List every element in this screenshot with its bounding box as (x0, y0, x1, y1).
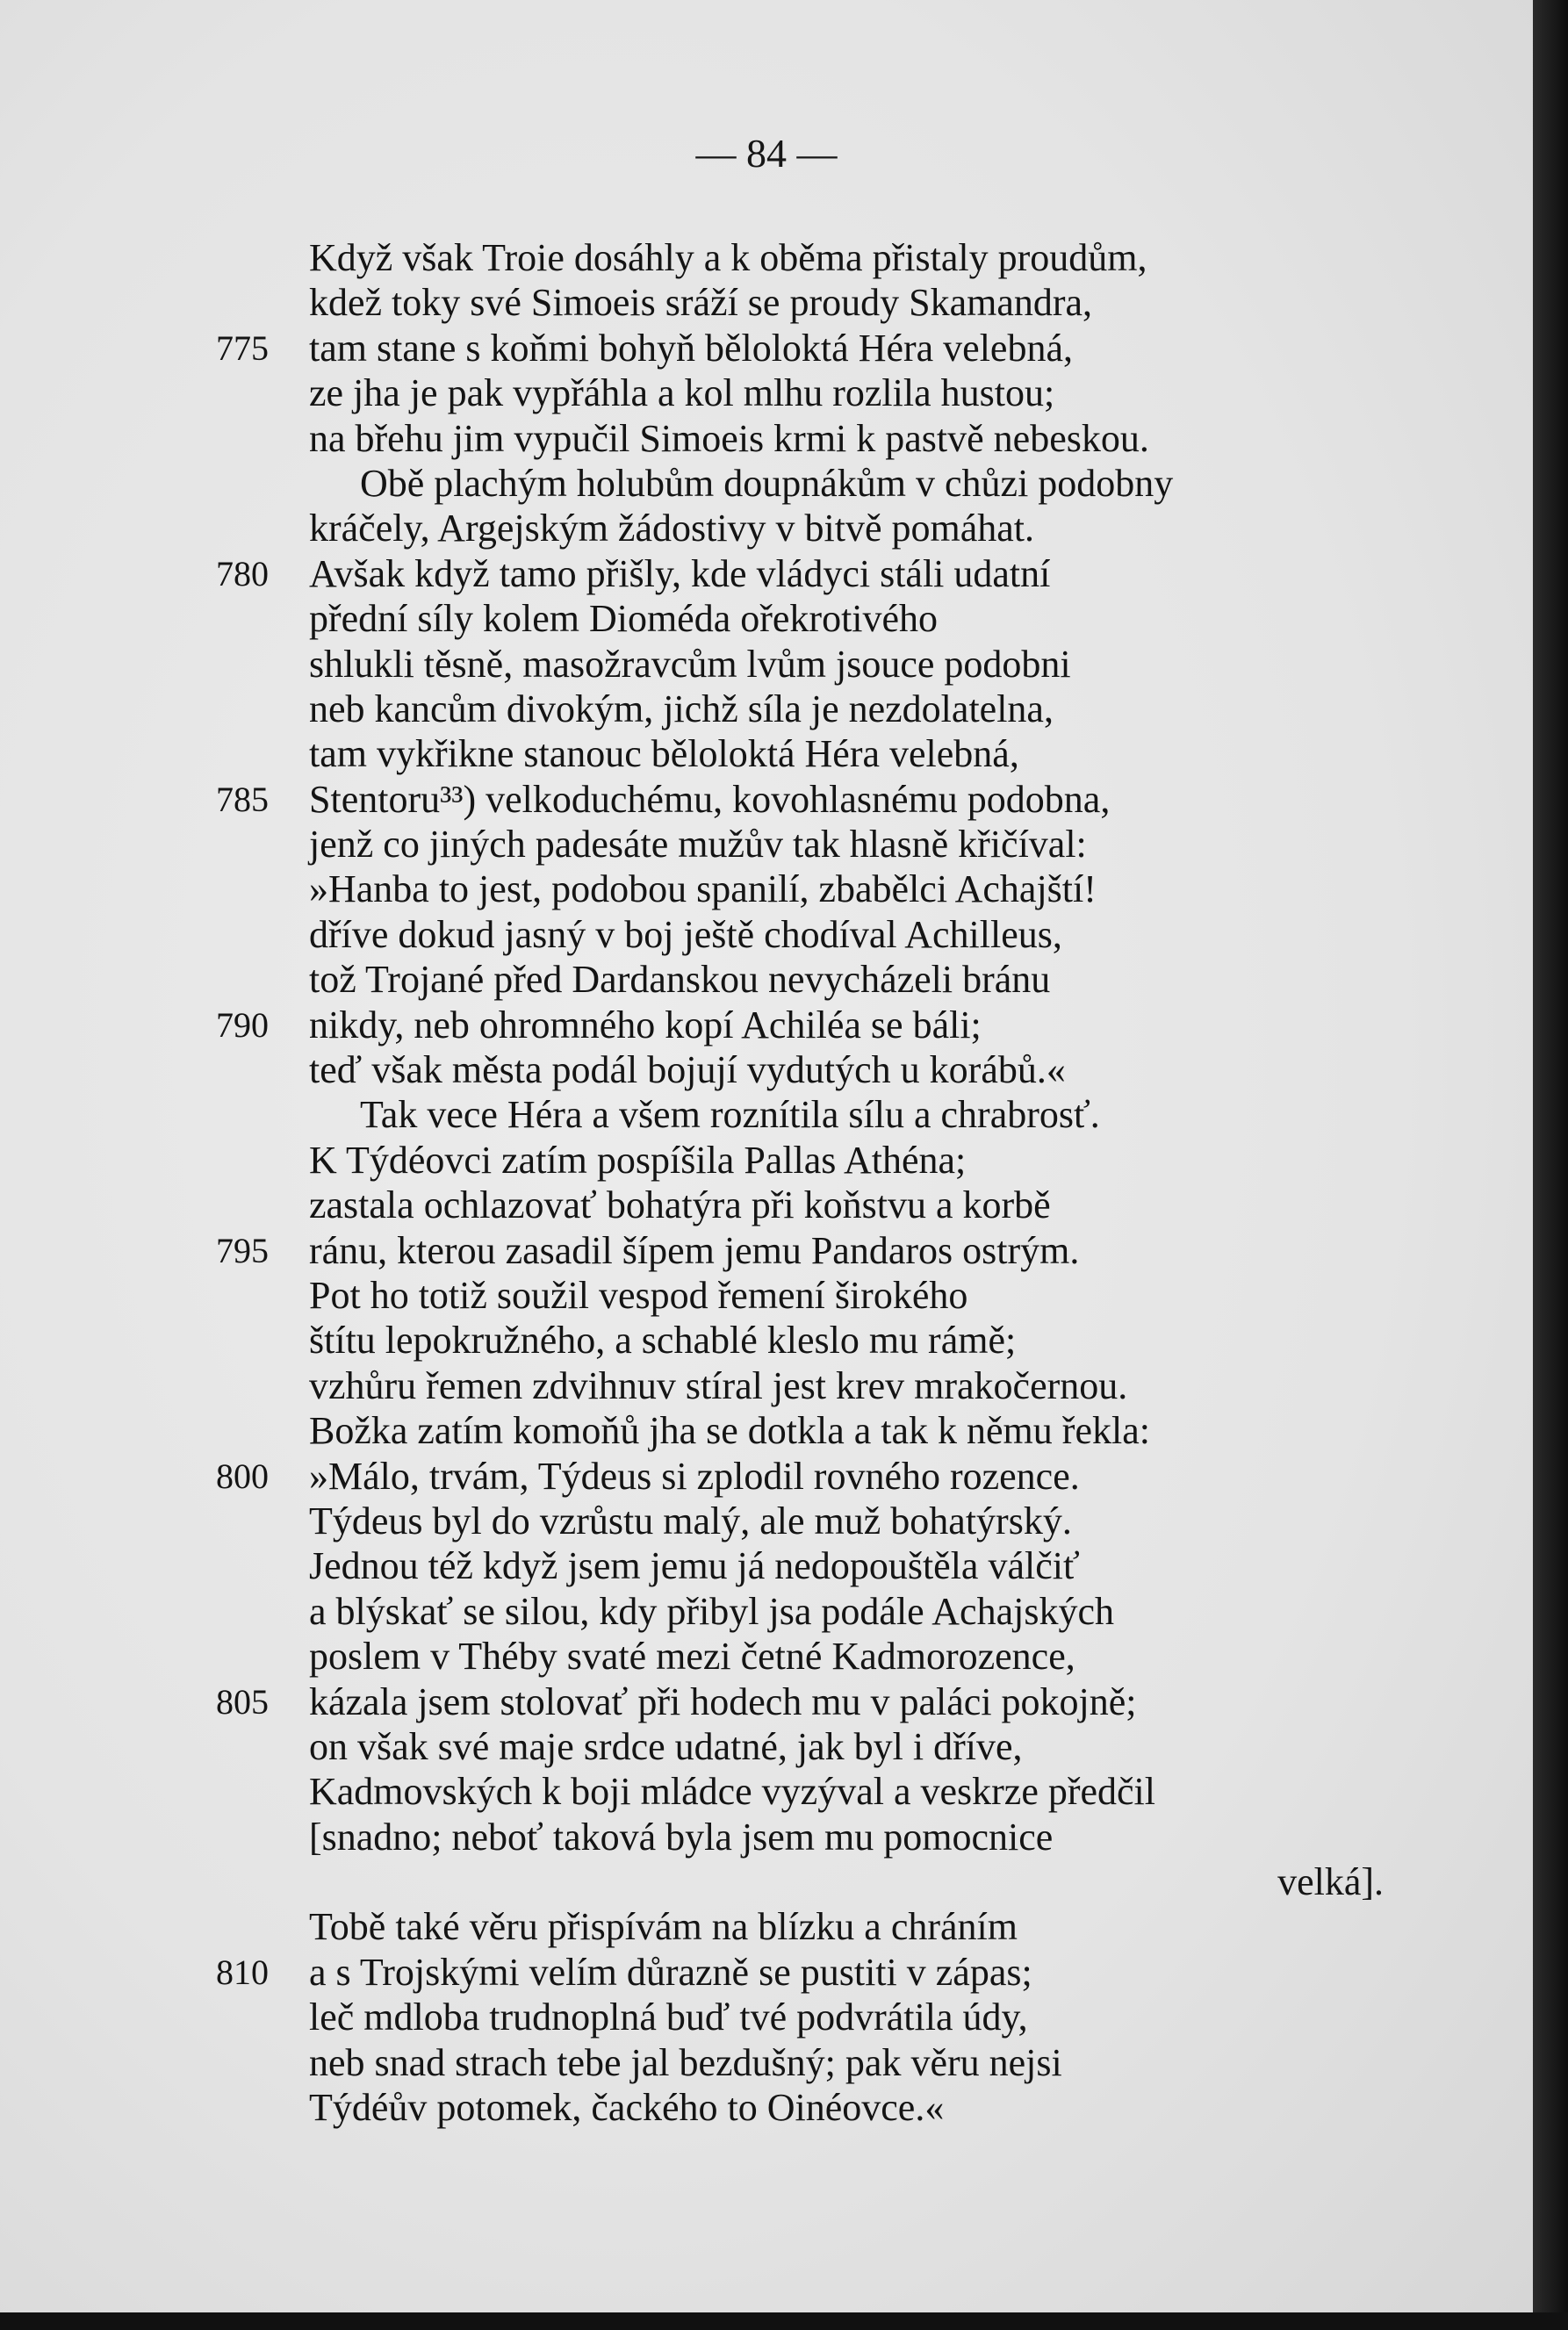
verse-line (0, 280, 1533, 325)
verse-text: »Hanba to jest, podobou spanilí, zbabělci Achajští! (309, 867, 1097, 911)
verse-line (0, 1454, 1533, 1499)
verse-line (0, 1679, 1533, 1724)
verse-line (0, 1499, 1533, 1543)
verse-line (0, 867, 1533, 911)
verse-text: Jednou též když jsem jemu já nedopouštěla válčiť (309, 1544, 1080, 1588)
verse-text: teď však města podál bojují vydutých u korábů.« (309, 1048, 1066, 1092)
verse-text: poslem v Théby svaté mezi četné Kadmorozence, (309, 1635, 1075, 1679)
verse-line (0, 596, 1533, 641)
verse-line (0, 1724, 1533, 1769)
verse-text: tam stane s koňmi bohyň běloloktá Héra velebná, (309, 326, 1073, 370)
verse-line (0, 416, 1533, 461)
verse-text: a blýskať se silou, kdy přibyl jsa podále Achajských (309, 1589, 1114, 1633)
verse-text: Avšak když tamo přišly, kde vládyci stáli udatní (309, 551, 1051, 595)
verse-line (0, 1634, 1533, 1679)
verse-line (0, 326, 1533, 370)
verse-line (0, 1950, 1533, 1995)
verse-line (0, 912, 1533, 957)
verse-line (0, 1904, 1533, 1949)
verse-text: štítu lepokružného, a schablé kleslo mu rámě; (309, 1319, 1017, 1363)
verse-line (0, 1092, 1533, 1137)
verse-line (0, 822, 1533, 867)
verse-text: Obě plachým holubům doupnákům v chůzi podobny (360, 461, 1174, 505)
verse-text: »Málo, trvám, Týdeus si zplodil rovného rozence. (309, 1454, 1080, 1498)
verse-line (0, 1769, 1533, 1814)
verse-line (0, 370, 1533, 415)
verse-text: kdež toky své Simoeis sráží se proudy Skamandra, (309, 281, 1093, 325)
verse-text: shlukli těsně, masožravcům lvům jsouce podobni (309, 642, 1071, 686)
verse-line (0, 1363, 1533, 1408)
verse-text: neb snad strach tebe jal bezdušný; pak věru nejsi (309, 2040, 1062, 2084)
verse-text: a s Trojskými velím důrazně se pustiti v zápas; (309, 1950, 1032, 1994)
verse-line (0, 461, 1533, 506)
verse-line (0, 1408, 1533, 1453)
line-number: 780 (216, 553, 269, 593)
page-number: — 84 — (695, 131, 838, 176)
verse-block (0, 235, 1533, 2130)
scan-edge (1533, 0, 1568, 2330)
verse-line (0, 1318, 1533, 1363)
verse-text: Tak vece Héra a všem roznítila sílu a chrabrosť. (360, 1093, 1100, 1137)
verse-text: na břehu jim vypučil Simoeis krmi k pastvě nebeskou. (309, 416, 1149, 460)
verse-line (0, 235, 1533, 280)
scan-bottom-edge (0, 2312, 1568, 2330)
verse-text: jenž co jiných padesáte mužův tak hlasně křičíval: (309, 823, 1087, 867)
verse-line (0, 1543, 1533, 1588)
verse-text: on však své maje srdce udatné, jak byl i dříve, (309, 1724, 1023, 1768)
verse-line (0, 777, 1533, 822)
verse-text: Tobě také věru přispívám na blízku a chráním (309, 1905, 1018, 1949)
verse-text: přední síly kolem Dioméda ořekrotivého (309, 597, 939, 641)
line-number: 800 (216, 1456, 269, 1496)
verse-text: leč mdloba trudnoplná buď tvé podvrátila údy, (309, 1996, 1028, 2039)
verse-line (0, 2040, 1533, 2085)
verse-text: Týdeus byl do vzrůstu malý, ale muž bohatýrský. (309, 1499, 1072, 1543)
verse-text: zastala ochlazovať bohatýra při koňstvu a korbě (309, 1183, 1051, 1227)
verse-line (0, 1995, 1533, 2039)
verse-text: ránu, kterou zasadil šípem jemu Pandaros ostrým. (309, 1228, 1080, 1272)
verse-line (0, 1589, 1533, 1634)
line-number: 790 (216, 1004, 269, 1045)
verse-text: vzhůru řemen zdvihnuv stíral jest krev mrakočernou. (309, 1363, 1128, 1407)
verse-line (0, 1047, 1533, 1092)
verse-line (0, 1815, 1533, 1859)
verse-line (0, 957, 1533, 1002)
verse-text: ze jha je pak vypřáhla a kol mlhu rozlila hustou; (309, 371, 1055, 415)
line-number: 810 (216, 1952, 269, 1992)
verse-text: tam vykřikne stanouc běloloktá Héra velebná, (309, 732, 1019, 776)
verse-text: Když však Troie dosáhly a k oběma přistaly proudům, (309, 236, 1147, 279)
verse-line (0, 1003, 1533, 1047)
verse-line (0, 642, 1533, 687)
line-number: 805 (216, 1681, 269, 1722)
verse-line (0, 1273, 1533, 1318)
verse-text: [snadno; neboť taková byla jsem mu pomocnice (309, 1815, 1054, 1859)
line-number: 775 (216, 327, 269, 368)
verse-text: Týdéův potomek, čackého to Oinéovce.« (309, 2086, 945, 2130)
verse-text: velká]. (1277, 1860, 1384, 1904)
verse-text: Pot ho totiž soužil vespod řemení širokého (309, 1273, 968, 1317)
verse-line (0, 506, 1533, 550)
line-number: 795 (216, 1230, 269, 1270)
verse-text: Božka zatím komoňů jha se dotkla a tak k němu řekla: (309, 1409, 1150, 1453)
verse-text: neb kancům divokým, jichž síla je nezdolatelna, (309, 687, 1054, 730)
verse-line (0, 1183, 1533, 1227)
verse-line (0, 687, 1533, 731)
verse-line (0, 1228, 1533, 1273)
verse-text: tož Trojané před Dardanskou nevycházeli bránu (309, 958, 1051, 1002)
line-number: 785 (216, 779, 269, 819)
verse-text: dříve dokud jasný v boj ještě chodíval Achilleus, (309, 912, 1062, 956)
verse-line (0, 551, 1533, 596)
verse-line (0, 731, 1533, 776)
verse-text: K Týdéovci zatím pospíšila Pallas Athéna; (309, 1138, 967, 1182)
verse-text: nikdy, neb ohromného kopí Achiléa se báli; (309, 1003, 982, 1046)
verse-text: Kadmovských k boji mládce vyzýval a veskrze předčil (309, 1770, 1156, 1814)
verse-text: Stentoru³³) velkoduchému, kovohlasnému podobna, (309, 777, 1111, 821)
verse-line (0, 1138, 1533, 1183)
verse-line (0, 1859, 1533, 1904)
verse-text: kráčely, Argejským žádostivy v bitvě pomáhat. (309, 507, 1035, 550)
verse-line (0, 2085, 1533, 2130)
verse-text: kázala jsem stolovať při hodech mu v paláci pokojně; (309, 1679, 1137, 1723)
